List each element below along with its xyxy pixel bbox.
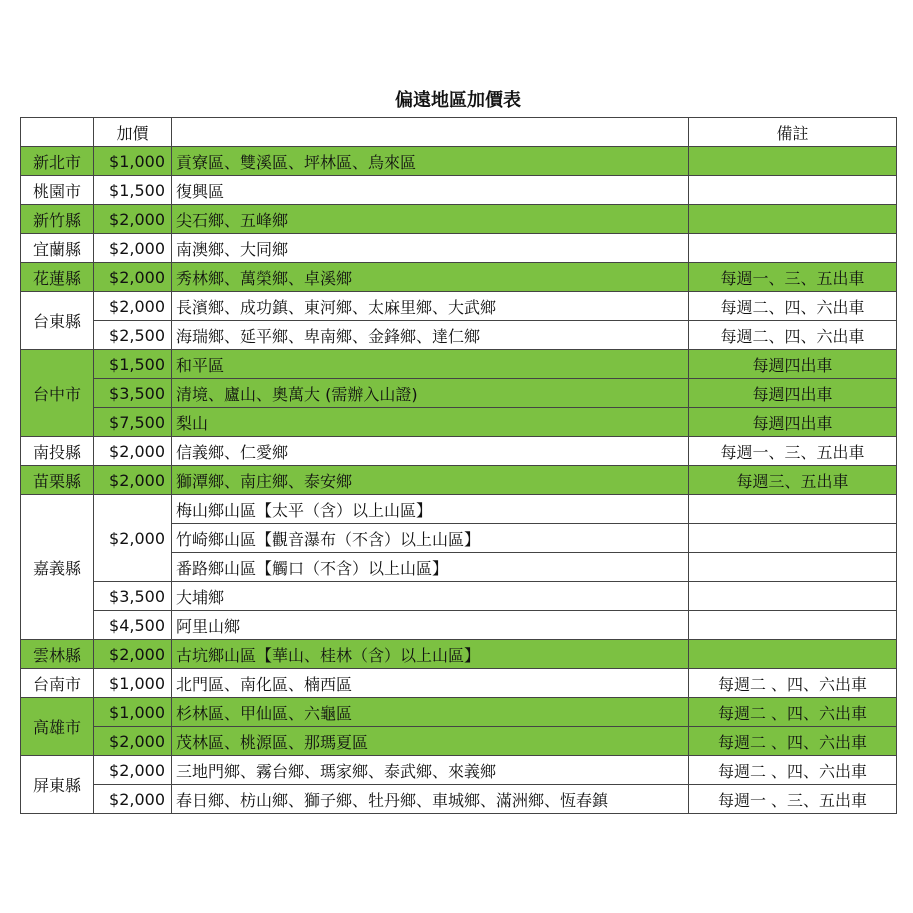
price-cell: $2,000	[94, 263, 172, 292]
note-cell: 每週二、四、六出車	[689, 321, 897, 350]
price-cell: $2,000	[94, 205, 172, 234]
area-cell: 和平區	[172, 350, 689, 379]
area-cell: 古坑鄉山區【華山、桂林（含）以上山區】	[172, 640, 689, 669]
table-row	[21, 321, 897, 350]
region-cell: 新北市	[21, 147, 94, 176]
header-region	[21, 118, 94, 147]
table-row	[21, 350, 897, 379]
price-cell: $2,000	[94, 785, 172, 814]
area-cell: 尖石鄉、五峰鄉	[172, 205, 689, 234]
price-cell: $1,500	[94, 176, 172, 205]
price-cell: $3,500	[94, 582, 172, 611]
area-cell: 春日鄉、枋山鄉、獅子鄉、牡丹鄉、車城鄉、滿洲鄉、恆春鎮	[172, 785, 689, 814]
price-cell: $2,000	[94, 292, 172, 321]
region-cell: 苗栗縣	[21, 466, 94, 495]
price-cell: $2,000	[94, 234, 172, 263]
region-cell: 屏東縣	[21, 756, 94, 814]
price-cell: $1,000	[94, 147, 172, 176]
table-row	[21, 727, 897, 756]
area-cell: 杉林區、甲仙區、六龜區	[172, 698, 689, 727]
region-cell: 花蓮縣	[21, 263, 94, 292]
area-cell: 番路鄉山區【觸口（不含）以上山區】	[172, 553, 689, 582]
area-cell: 茂林區、桃源區、那瑪夏區	[172, 727, 689, 756]
area-cell: 貢寮區、雙溪區、坪林區、烏來區	[172, 147, 689, 176]
region-cell: 台東縣	[21, 292, 94, 350]
price-cell: $2,000	[94, 727, 172, 756]
note-cell	[689, 147, 897, 176]
table-header-row	[21, 118, 897, 147]
region-cell: 新竹縣	[21, 205, 94, 234]
area-cell: 獅潭鄉、南庄鄉、泰安鄉	[172, 466, 689, 495]
table-row	[21, 698, 897, 727]
table-row	[21, 466, 897, 495]
note-cell: 每週三、五出車	[689, 466, 897, 495]
table-row	[21, 495, 897, 524]
note-cell: 每週一 、三、五出車	[689, 785, 897, 814]
area-cell: 竹崎鄉山區【觀音瀑布（不含）以上山區】	[172, 524, 689, 553]
region-cell: 嘉義縣	[21, 495, 94, 640]
table-row	[21, 379, 897, 408]
header-note: 備註	[689, 118, 897, 147]
price-cell: $2,000	[94, 495, 172, 582]
price-cell: $2,500	[94, 321, 172, 350]
area-cell: 秀林鄉、萬榮鄉、卓溪鄉	[172, 263, 689, 292]
table-row	[21, 292, 897, 321]
price-cell: $1,000	[94, 698, 172, 727]
note-cell	[689, 582, 897, 611]
surcharge-table	[20, 117, 897, 814]
price-cell: $2,000	[94, 640, 172, 669]
price-cell: $1,500	[94, 350, 172, 379]
price-cell: $7,500	[94, 408, 172, 437]
table-row	[21, 437, 897, 466]
area-cell: 長濱鄉、成功鎮、東河鄉、太麻里鄉、大武鄉	[172, 292, 689, 321]
note-cell: 每週二、四、六出車	[689, 292, 897, 321]
note-cell	[689, 495, 897, 524]
area-cell: 阿里山鄉	[172, 611, 689, 640]
area-cell: 三地門鄉、霧台鄉、瑪家鄉、泰武鄉、來義鄉	[172, 756, 689, 785]
region-cell: 宜蘭縣	[21, 234, 94, 263]
price-cell: $3,500	[94, 379, 172, 408]
table-row	[21, 756, 897, 785]
table-row	[21, 205, 897, 234]
price-cell: $4,500	[94, 611, 172, 640]
note-cell: 每週一、三、五出車	[689, 263, 897, 292]
price-cell: $2,000	[94, 466, 172, 495]
note-cell: 每週二 、四、六出車	[689, 727, 897, 756]
table-row	[21, 640, 897, 669]
table-row	[21, 785, 897, 814]
region-cell: 雲林縣	[21, 640, 94, 669]
note-cell: 每週四出車	[689, 350, 897, 379]
region-cell: 高雄市	[21, 698, 94, 756]
table-row	[21, 147, 897, 176]
note-cell: 每週二 、四、六出車	[689, 669, 897, 698]
area-cell: 梨山	[172, 408, 689, 437]
area-cell: 信義鄉、仁愛鄉	[172, 437, 689, 466]
price-cell: $1,000	[94, 669, 172, 698]
note-cell: 每週四出車	[689, 379, 897, 408]
area-cell: 清境、廬山、奧萬大 (需辦入山證)	[172, 379, 689, 408]
table-row	[21, 234, 897, 263]
area-cell: 北門區、南化區、楠西區	[172, 669, 689, 698]
note-cell: 每週一、三、五出車	[689, 437, 897, 466]
note-cell: 每週二 、四、六出車	[689, 698, 897, 727]
note-cell	[689, 640, 897, 669]
note-cell	[689, 611, 897, 640]
area-cell: 梅山鄉山區【太平（含）以上山區】	[172, 495, 689, 524]
area-cell: 大埔鄉	[172, 582, 689, 611]
note-cell	[689, 234, 897, 263]
area-cell: 海瑞鄉、延平鄉、卑南鄉、金鋒鄉、達仁鄉	[172, 321, 689, 350]
area-cell: 復興區	[172, 176, 689, 205]
price-cell: $2,000	[94, 756, 172, 785]
area-cell: 南澳鄉、大同鄉	[172, 234, 689, 263]
region-cell: 台南市	[21, 669, 94, 698]
table-row	[21, 611, 897, 640]
price-cell: $2,000	[94, 437, 172, 466]
table-row	[21, 669, 897, 698]
note-cell: 每週二 、四、六出車	[689, 756, 897, 785]
header-area	[172, 118, 689, 147]
page-title: 偏遠地區加價表	[395, 90, 521, 111]
region-cell: 南投縣	[21, 437, 94, 466]
note-cell	[689, 176, 897, 205]
note-cell	[689, 553, 897, 582]
region-cell: 台中市	[21, 350, 94, 437]
table-row	[21, 582, 897, 611]
header-price: 加價	[94, 118, 172, 147]
table-row	[21, 263, 897, 292]
note-cell	[689, 205, 897, 234]
table-row	[21, 176, 897, 205]
region-cell: 桃園市	[21, 176, 94, 205]
table-row	[21, 408, 897, 437]
note-cell: 每週四出車	[689, 408, 897, 437]
note-cell	[689, 524, 897, 553]
